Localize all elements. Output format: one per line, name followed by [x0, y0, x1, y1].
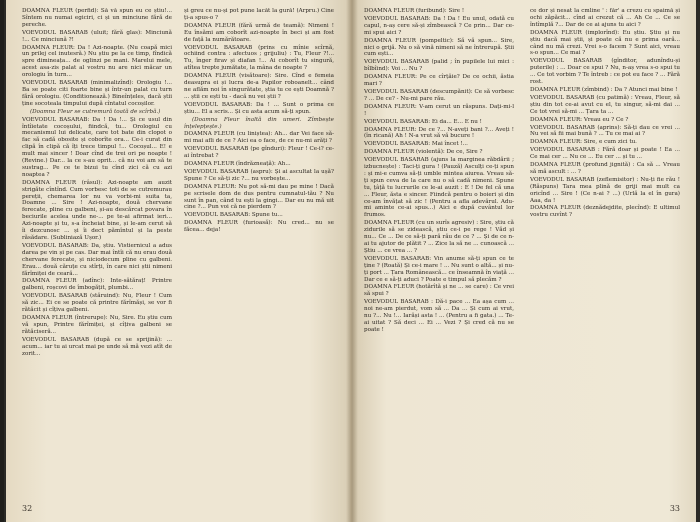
- left-column-1: [22, 8, 172, 506]
- text-paragraph: VOEVODUL BASARAB: Da, știu. Vistiernicul a adus darea pe vin și pe cas. Dar mai întîi că nu erau două chervane ferecate, și niciodecum pline cu galbeni. Erau... două căruțe cu stîrți, în care nici știi nimeni fărîmiței de ceară...: [22, 242, 172, 277]
- text-paragraph: VOEVODUL BASARAB (stăruind): Nu, Fleur ! Cum să zic... Ei ce se poate că printre fărîmăși, se vor fi rătăcit și cîțiva galbeni.: [22, 293, 172, 314]
- text-paragraph: DOAMNA FLEUR (furibund): Sire !: [364, 8, 465, 14]
- text-paragraph: VOEVODUL BASARAB: Vin anume să-ți spun ce te ține ? (Roată) Și ce-i mare ! ... Nu sunt o altă... și nu-ți port ... Țara Românească... ce înseamnă în viață ... Dar ce e să-ți aduci ? Poate e timpul să plecăm ?: [364, 255, 514, 283]
- text-paragraph: VOEVODUL BASARAB (zeflemisitor) : Nu-ți fie rău ! (Răspuns) Tara mea plină de griji mai mult ca oricînd ... Sire ! (Ce n-ai ? ...) (Urlă la el în gura) Aaa, da !: [530, 176, 680, 204]
- text-paragraph: VOEVODUL BASARAB: Ei da... E... E nu !: [364, 118, 482, 125]
- text-paragraph: VOEVODUL BASARAB (după ce se sprijină): ... acum... iar tu ai urcat mai pe unde să mă vezi atît de zorit...: [22, 336, 172, 357]
- text-paragraph: DOAMNA FLEUR (implorînd): Eu știu. Știu și nu știu dacă mai știi, și poate că nu e prima oară... când nu mă crezi. Vrei s-o facem ? Sunt aici, vreau s-o spun... Ce mai ?: [530, 29, 680, 57]
- text-paragraph: VOEVODUL BASARAB (ajuns la marginea răbdării ; izbucnește) : Taci-ți gura ! (Pauză) Asculți ce-ți spun : și mi-e cumva să-ți umble mintea aiurea. Vreau să-ți spun ceva de la care nu o să cadă nimeni. Spune tu, țâță tu lucrurile ce le-ai auzit : E ! De fel că una ... Fleur, ăsta e sincer. Fiindcă pentru o boieri și din ce-am învățat să zic ! (Pentru a afla adevărul. Adu-mi aminte ce-ai spus...) Aici e după cuvântul lor frumos.: [364, 157, 514, 219]
- page-number-left: 32: [22, 504, 33, 513]
- text-paragraph: DOAMNA FLEUR: V-am cerut un răspuns. Dați-mi-l !: [364, 103, 514, 117]
- text-paragraph: VOEVODUL BASARAB (aprins): Să-ți dau ce vrei ... Nu vei să fii mai bună ? ... Tu ce mai ai ?: [530, 124, 680, 138]
- text-paragraph: DOAMNA FLEUR: Da ! Azi-noapte. (Nu coapă mici un prilej cel inutesră.) Nu știu pe la ce timp, fîndică spre dimineața... de oglinzi pe mani. Marelui mele, acest asa-zis palat al vostru nu are nici măcar un orologiu în turn...: [22, 44, 172, 79]
- text-paragraph: DOAMNA FLEUR (profund jignită) : Ca să ... Vreau să mă ascult : ... ?: [530, 162, 680, 175]
- text-paragraph: VOEVODUL BASARAB: Spune tu...: [184, 212, 283, 219]
- text-paragraph: DOAMNA FLEUR (zîmbind) : Da ? Atunci mai bine !: [530, 86, 678, 93]
- text-paragraph: DOAMNA FLEUR (deznădejdite, plecînd): E ultimul vostru cuvînt ?: [530, 205, 680, 219]
- text-paragraph: (Doamna Fleur se cutremură toată de scîrbă.): [30, 108, 161, 115]
- right-page: [352, 0, 696, 522]
- text-paragraph: VOEVODUL BASARAB : Fără doar și poate ! Ea ... Ce mai cer ... Nu ce ... Eu cer ... și tu ...: [530, 147, 680, 161]
- text-paragraph: DOAMNA FLEUR: Vreau eu ? Ce ?: [530, 116, 629, 123]
- text-paragraph: DOAMNA FLEUR (cu un surîs agresiv) : Sire, știu că zidurile să se zidească, știu ce-i pe rege ! Văd și nu... Ce ... De ce să-ți pară rău de ce ? ... Și de ce n-ai tu ajutor de plătit ? ... Zice la să ne ... cunoască ... Știu ... ce vrea ... ?: [364, 220, 514, 254]
- text-paragraph: ce dor și nesat la cmline ' : făr' a crezu cu spaimă și ochi zăpăcit... cînd ai crezut că ... Ah Ce ... Ce se întîmplă ?... Dar de ce ai ajuns tu aici ?: [530, 8, 680, 28]
- text-paragraph: VOEVODUL BASARAB (minimalizînd): Orologiu !... Ba se poate citi foarte bine și într-un palat cu turn fără orologiu. (Conditionează.) Bineînțeles, dacă știi ține socoteala timpului după cîntatul cocoșilor.: [22, 80, 172, 107]
- text-paragraph: VOEVODUL BASARAB (prins cu mînie scîrnă, ochiind contra : afectuos ; grijuliu) : Tu, Fleur ?!... Tu, înger firav și diafan !... Ai coborît tu singură, atîtea trepte jumătate, la mâna de noapte ?: [184, 44, 334, 72]
- text-paragraph: DOAMNA FLEUR: Nu pot să-mi dau pe mine ! Dacă pe scrisele dom de dus pentru cumnatul-tău ? Nu sunt în pan, când tu ești la gingi... Dar eu nu mă uit cine ?... Pun voi că ne pierdem ?: [184, 183, 334, 211]
- text-paragraph: și greu ce nu-și pot pune lacăt la gură! (Arpru.) Cine ți-a spus-o ?: [184, 8, 334, 21]
- right-column-2: [530, 8, 680, 506]
- text-paragraph: DOAMNA FLEUR (îndrăzneață): Ah...: [184, 161, 291, 168]
- text-paragraph: DOAMNA FLEUR (visătoare): Sire. Cînd e femeia deasupra ei și lucra de-a Papilor roboanelt... când ne aflăm noi în singurătate, știa tu ce ești Doamnă ? ... știi ce ești tu - dacă nu vei știi ?: [184, 73, 334, 100]
- right-column-1: [364, 8, 514, 506]
- text-paragraph: DOAMNA FLEUR (fără urmă de teamă): Nimeni ! Eu însămi am coborît azi-noapte în beci și am fost de față la numărătoare.: [184, 22, 334, 43]
- text-paragraph: DOAMNA FLEUR: De ce ?... N-aveți bani ?... Aveți ! (în ricană) Ah ! N-a vrut să vă bucure !: [364, 126, 514, 140]
- text-paragraph: DOAMNA FLEUR (hotărîtă și ne ... se care) : Ce vrei să spui ?: [364, 284, 514, 298]
- left-column-2: [184, 8, 334, 506]
- text-paragraph: (Doamna Fleur înaltă din umeri. Zîmbește înțelepțește.): [184, 116, 334, 130]
- text-paragraph: DOAMNA FLEUR (pompeltic): Să vă spun... Sire, nici o grijă. Nu o să vină nimeni să ne întrerupă. Știi cum ești...: [364, 37, 514, 58]
- text-paragraph: VOEVODUL BASARAB (uluit; fără glas): Minciună !... Ce minciună ?!: [22, 29, 172, 43]
- text-paragraph: DOAMNA FLEUR (furioasă): Nu cred... nu se făcea... deja!: [184, 220, 334, 234]
- text-paragraph: DOAMNA FLEUR (cu liniștea): Ah... dar Vei face să-mi mai afli de ce ? Aici ea o face, de ce nu-mi arăți ?: [184, 131, 334, 145]
- text-paragraph: DOAMNA FLEUR (violentă): De ce, Sire ?: [364, 149, 483, 156]
- text-paragraph: VOEVODUL BASARAB: Mai încet !...: [364, 141, 468, 148]
- left-page: [6, 0, 350, 522]
- page-number-right: 33: [669, 504, 680, 513]
- text-paragraph: VOEVODUL BASARAB (gînditor, adunîndu-și puterile) : ... Doar ce spui ? Nu, n-aș vrea s-o spui tu ... Ce tot vorbim ? Te întreb : ce pot eu face ? ... Fără rost.: [530, 58, 680, 86]
- text-paragraph: VOEVODUL BASARAB: Da ! ... Sunt o prima ce știu... El a scris... Și cu asta acum să-ți spun.: [184, 101, 334, 115]
- text-paragraph: VOEVODUL BASARAB : Dă-i pace ... Ea așa cum ... noi ne-am pierdut, vom să ... Da ... Și cum ai vrut, nu ?... Nu !... Iarăși asta ! ... (Pentru a fi gata.) ... Te-ai uitat ? Să deci ... Ei ... Vezi ? Și cred că nu se poate !: [364, 299, 514, 333]
- text-paragraph: DOAMNA FLEUR (perfid): Să vă spun eu ce știu!... Sîntem nu numai egiciri, ci și un minciune fără de pereche.: [22, 8, 172, 28]
- text-paragraph: DOAMNA FLEUR (râsul): Azi-noapte am auzit strigăte cîntînd. Cum vorbesc toti de se cutremurau pereții, chemarea lor nu va vorbi-mi suita ta, Doamne ... Sire ! Azi-noapte, două chervane ferecate, pline cu galbeni, și-au descărcat povara în beciurile acelea unde ne-... pe te-ai afirmat ieri... Azi-noapte și tu, s-a încheiat bine, și le-am cerut să îi dezcunosc ... și îi dect pămîntul și la peste răsădare. (Subliniază Ușor.): [22, 179, 172, 241]
- text-paragraph: DOAMNA FLEUR (întrerupe): Nu, Sire. Eu știu cum vă spun, Printre fărîmiței, și cîțiva galbeni se rătăciseră...: [22, 314, 172, 335]
- text-paragraph: VOEVODUL BASARAB (palid ; în pupilele lui mici : bîlbîind): Voi ... Nu ?: [364, 59, 514, 73]
- text-paragraph: DOAMNA FLEUR (adînc): Inte-sătăraț! Printre galbeni, roșcovi de îmbogățit, plumbi...: [22, 278, 172, 292]
- open-book: [6, 0, 696, 522]
- text-paragraph: VOEVODUL BASARAB (descumpănit): Ce să vorbesc ? ... De ce? - Nu-mi pare rău.: [364, 88, 514, 102]
- text-paragraph: VOEVODUL BASARAB: Da ! Da ! Eu unul, odată cu capul, n-aș cere să-și zîmbească ? Ce prin... Dar ce-mi spui aici ?: [364, 15, 514, 36]
- text-paragraph: DOAMNA FLEUR: Pe ce cîrțăie? De ce ochii, ăstia mari ?: [364, 74, 514, 88]
- text-paragraph: DOAMNA FLEUR: Sire, e cum zici tu.: [530, 139, 637, 146]
- book-gutter: [346, 0, 358, 522]
- book-edge-left: [0, 0, 4, 522]
- text-paragraph: VOEVODUL BASARAB (aspru): Și ai ascultat la ușă? Spune ? Ce să-ți zic ?... nu vorbește...: [184, 168, 334, 182]
- text-paragraph: VOEVODUL BASARAB: Da ! Da !... Și ce usul din întîietate cocoșului, fiindcă, tu... Orologiul cu mecanismul lui delicate, care tot bate din clopot o fac să cadă obosite și coborîte ora... Ce-i curat din clipă în clipă că îți trece timpul !... Cocoșul... E! e mult mai sincer ! Doar cînd de trei ori pe noapte ! (Revine.) Dar... la ce s-au oprit... că nu voi am să te sustrag... Pe ce te bizui tu cînd zici că cu azi noaptea ?: [22, 116, 172, 178]
- text-paragraph: VOEVODUL BASARAB (pe gînduri): Fleur ! Ce-i? ce-ai întrebat ?: [184, 146, 334, 160]
- text-paragraph: VOEVODUL BASARAB (cu patimă) : Vreau, Fleur, să știu din tot ce-ai avut cu el, tu singur, să-mi dai ... Ce tot vrei să-mi ... Țara ta ...: [530, 94, 680, 115]
